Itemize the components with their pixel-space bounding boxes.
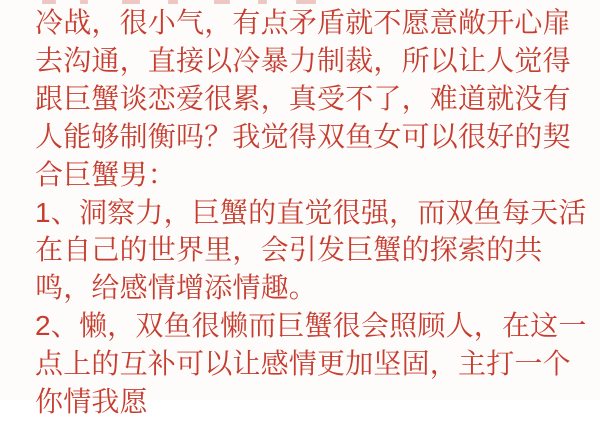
text-line-11: 你情我愿	[35, 386, 148, 418]
text-line-1: 冷战，很小气，有点矛盾就不愿意敞开心扉	[35, 7, 571, 38]
article-text	[35, 4, 587, 421]
text-line-10: 点上的互补可以让感情更加坚固，主打一个	[35, 348, 571, 380]
text-line-5: 合巨蟹男：	[35, 158, 177, 190]
text-line-4: 人能够制衡吗？我觉得双鱼女可以很好的契	[35, 120, 571, 152]
text-line-3: 跟巨蟹谈恋爱很累，真受不了，难道就没有	[35, 82, 571, 114]
text-line-9: 2、懒，双鱼很懒而巨蟹很会照顾人，在这一	[35, 310, 587, 342]
text-line-8: 鸣，给感情增添情趣。	[35, 272, 318, 304]
text-line-7: 在自己的世界里，会引发巨蟹的探索的共	[35, 234, 543, 266]
text-line-6: 1、洞察力，巨蟹的直觉很强，而双鱼每天活	[35, 196, 587, 228]
text-line-2: 去沟通，直接以冷暴力制裁，所以让人觉得	[35, 44, 571, 76]
